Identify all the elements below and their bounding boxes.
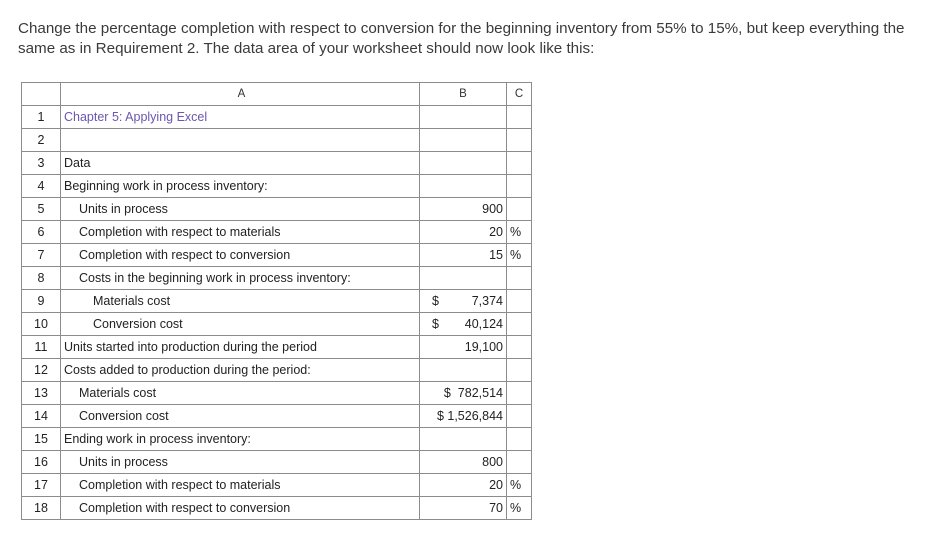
- cell-c[interactable]: [507, 405, 532, 428]
- sheet-title-cell[interactable]: Chapter 5: Applying Excel: [61, 106, 420, 129]
- cell-c[interactable]: [507, 152, 532, 175]
- cell-c[interactable]: [507, 198, 532, 221]
- table-row: [22, 267, 532, 290]
- cell-c[interactable]: [507, 336, 532, 359]
- row-number[interactable]: 4: [22, 175, 61, 198]
- currency-symbol: $: [432, 294, 439, 308]
- cell-a[interactable]: Beginning work in process inventory:: [61, 175, 420, 198]
- row-number[interactable]: 15: [22, 428, 61, 451]
- row-number[interactable]: 12: [22, 359, 61, 382]
- table-row: [22, 198, 532, 221]
- cell-c[interactable]: [507, 451, 532, 474]
- row-number[interactable]: 1: [22, 106, 61, 129]
- row-number[interactable]: 10: [22, 313, 61, 336]
- cell-a[interactable]: Units started into production during the period: [61, 336, 420, 359]
- cell-a[interactable]: [61, 129, 420, 152]
- cell-a[interactable]: Materials cost: [61, 290, 420, 313]
- cell-c[interactable]: [507, 129, 532, 152]
- cell-a[interactable]: Units in process: [61, 198, 420, 221]
- row-number[interactable]: 11: [22, 336, 61, 359]
- row-number[interactable]: 9: [22, 290, 61, 313]
- cell-a[interactable]: Conversion cost: [61, 405, 420, 428]
- cell-value: 40,124: [464, 317, 503, 331]
- row-number[interactable]: 18: [22, 497, 61, 520]
- cell-c[interactable]: %: [507, 244, 532, 267]
- cell-b[interactable]: $ 1,526,844: [420, 405, 507, 428]
- cell-b[interactable]: [420, 290, 507, 313]
- cell-c[interactable]: [507, 267, 532, 290]
- table-row: [22, 474, 532, 497]
- row-number[interactable]: 3: [22, 152, 61, 175]
- cell-b[interactable]: 900: [420, 198, 507, 221]
- table-row: [22, 336, 532, 359]
- table-row: [22, 106, 532, 129]
- row-number[interactable]: 13: [22, 382, 61, 405]
- cell-a[interactable]: Completion with respect to conversion: [61, 244, 420, 267]
- cell-a[interactable]: Conversion cost: [61, 313, 420, 336]
- column-header-a[interactable]: A: [61, 83, 420, 106]
- table-row: [22, 451, 532, 474]
- cell-c[interactable]: [507, 313, 532, 336]
- row-number[interactable]: 16: [22, 451, 61, 474]
- table-row: [22, 405, 532, 428]
- cell-b[interactable]: 70: [420, 497, 507, 520]
- cell-c[interactable]: %: [507, 221, 532, 244]
- cell-a[interactable]: Completion with respect to materials: [61, 221, 420, 244]
- column-header-c[interactable]: C: [507, 83, 532, 106]
- cell-b[interactable]: 20: [420, 474, 507, 497]
- table-row: [22, 175, 532, 198]
- cell-a[interactable]: Costs added to production during the period:: [61, 359, 420, 382]
- cell-c[interactable]: [507, 382, 532, 405]
- cell-c[interactable]: %: [507, 497, 532, 520]
- row-number[interactable]: 14: [22, 405, 61, 428]
- cell-b[interactable]: 15: [420, 244, 507, 267]
- table-row: [22, 244, 532, 267]
- cell-b[interactable]: 20: [420, 221, 507, 244]
- currency-symbol: $: [432, 317, 439, 331]
- cell-b[interactable]: [420, 359, 507, 382]
- cell-c[interactable]: [507, 106, 532, 129]
- cell-a[interactable]: Data: [61, 152, 420, 175]
- corner-cell: [22, 83, 61, 106]
- row-number[interactable]: 6: [22, 221, 61, 244]
- cell-b[interactable]: [420, 267, 507, 290]
- table-row: [22, 129, 532, 152]
- cell-b[interactable]: 800: [420, 451, 507, 474]
- cell-a[interactable]: Costs in the beginning work in process inventory:: [61, 267, 420, 290]
- cell-c[interactable]: %: [507, 474, 532, 497]
- cell-b[interactable]: 19,100: [420, 336, 507, 359]
- cell-b[interactable]: [420, 313, 507, 336]
- cell-c[interactable]: [507, 290, 532, 313]
- instructions-text: Change the percentage completion with respect to conversion for the beginning inventory from 55% to 15%, but keep everything the same as in Requirement 2. The data area of your worksheet should now look like this:: [18, 20, 905, 57]
- cell-b[interactable]: [420, 428, 507, 451]
- table-row: [22, 221, 532, 244]
- cell-c[interactable]: [507, 428, 532, 451]
- row-number[interactable]: 17: [22, 474, 61, 497]
- cell-a[interactable]: Completion with respect to materials: [61, 474, 420, 497]
- table-row: [22, 359, 532, 382]
- table-row: [22, 497, 532, 520]
- table-row: [22, 152, 532, 175]
- cell-c[interactable]: [507, 175, 532, 198]
- cell-b[interactable]: [420, 152, 507, 175]
- cell-b[interactable]: [420, 175, 507, 198]
- cell-a[interactable]: Units in process: [61, 451, 420, 474]
- cell-c[interactable]: [507, 359, 532, 382]
- column-header-b[interactable]: B: [420, 83, 507, 106]
- cell-a[interactable]: Materials cost: [61, 382, 420, 405]
- table-row: [22, 290, 532, 313]
- cell-b[interactable]: [420, 129, 507, 152]
- cell-a[interactable]: Completion with respect to conversion: [61, 497, 420, 520]
- row-number[interactable]: 2: [22, 129, 61, 152]
- table-row: [22, 313, 532, 336]
- row-number[interactable]: 7: [22, 244, 61, 267]
- cell-value: 7,374: [471, 294, 503, 308]
- table-row: [22, 428, 532, 451]
- cell-b[interactable]: [420, 106, 507, 129]
- spreadsheet: [21, 82, 532, 520]
- row-number[interactable]: 5: [22, 198, 61, 221]
- column-header-row: [22, 83, 532, 106]
- cell-a[interactable]: Ending work in process inventory:: [61, 428, 420, 451]
- table-row: [22, 382, 532, 405]
- cell-b[interactable]: $ 782,514: [420, 382, 507, 405]
- row-number[interactable]: 8: [22, 267, 61, 290]
